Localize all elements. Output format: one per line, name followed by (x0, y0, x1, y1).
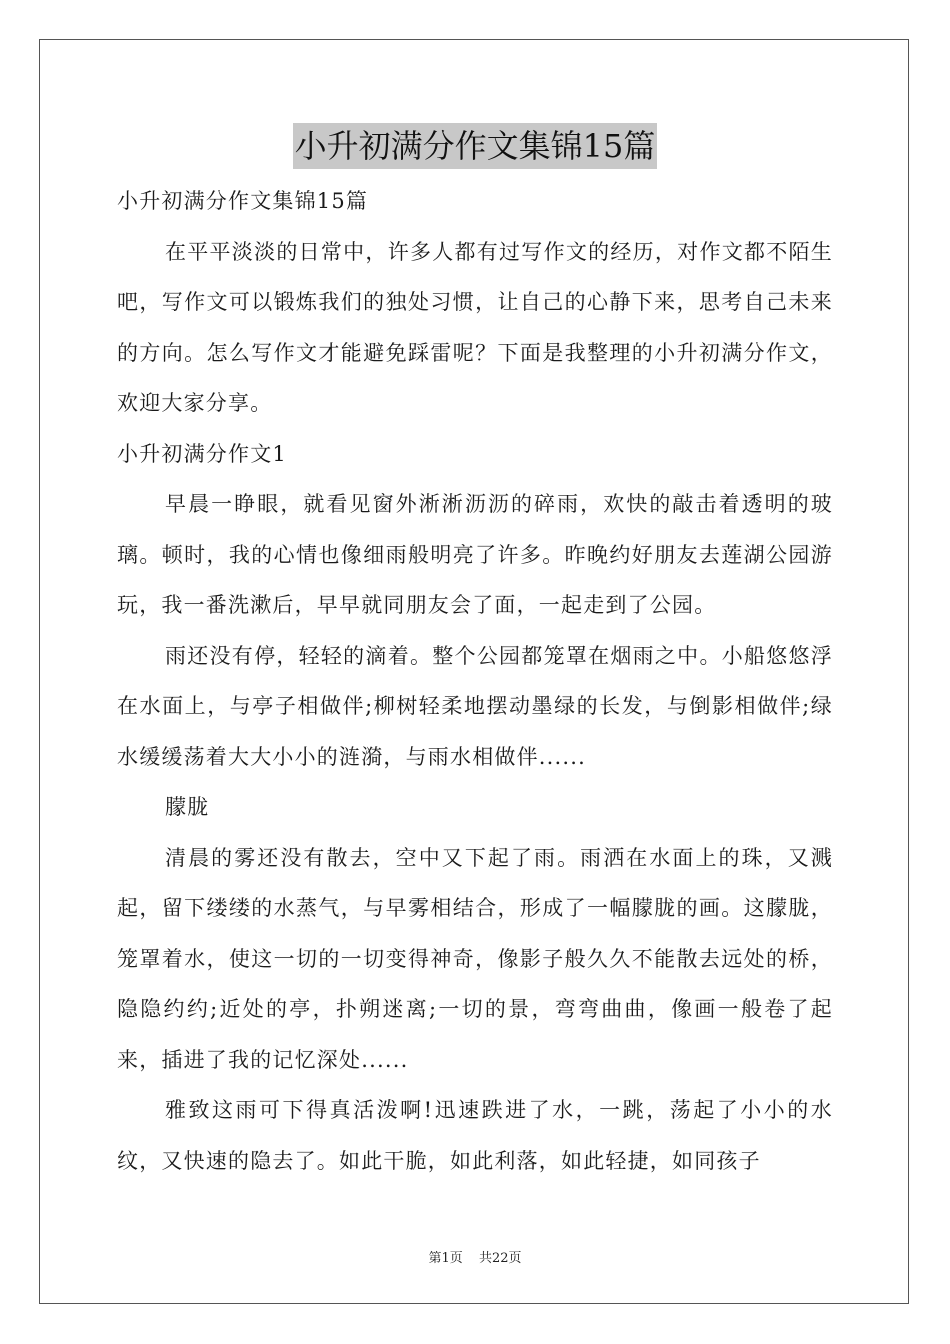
body-paragraph-3: 清晨的雾还没有散去，空中又下起了雨。雨洒在水面上的珠，又溅起，留下缕缕的水蒸气，与早雾相结合，形成了一幅朦胧的画。这朦胧，笼罩着水，使这一切的一切变得神奇，像影子般久久不能散去远处的桥，隐隐约约;近处的亭，扑朔迷离;一切的景，弯弯曲曲，像画一般卷了起来，插进了我的记忆深处...... (117, 845, 833, 1072)
subheading-menglong: 朦胧 (165, 795, 210, 819)
body-paragraph-4: 雅致这雨可下得真活泼啊!迅速跌进了水，一跳，荡起了小小的水纹，又快速的隐去了。如此干脆，如此利落，如此轻捷，如同孩子 (117, 1098, 833, 1173)
body-paragraph-2: 雨还没有停，轻轻的滴着。整个公园都笼罩在烟雨之中。小船悠悠浮在水面上，与亭子相做伴;柳树轻柔地摆动墨绿的长发，与倒影相做伴;绿水缓缓荡着大大小小的涟漪，与雨水相做伴...... (117, 643, 833, 769)
page-total: 共22页 (478, 1251, 522, 1266)
body-paragraph-1: 早晨一睁眼，就看见窗外淅淅沥沥的碎雨，欢快的敲击着透明的玻璃。顿时，我的心情也像细雨般明亮了许多。昨晚约好朋友去莲湖公园游玩，我一番洗漱后，早早就同朋友会了面，一起走到了公园。 (117, 492, 833, 617)
title-wrap (0, 123, 950, 169)
document-body (117, 176, 833, 1186)
intro-paragraph: 在平平淡淡的日常中，许多人都有过写作文的经历，对作文都不陌生吧，写作文可以锻炼我们的独处习惯，让自己的心静下来，思考自己未来的方向。怎么写作文才能避免踩雷呢？下面是我整理的小升初满分作文，欢迎大家分享。 (117, 239, 833, 415)
document-title: 小升初满分作文集锦15篇 (293, 123, 658, 169)
section-heading: 小升初满分作文1 (117, 441, 287, 466)
page-number: 第1页 (428, 1251, 463, 1266)
page-footer (0, 1247, 950, 1266)
document-subtitle: 小升初满分作文集锦15篇 (117, 189, 369, 213)
